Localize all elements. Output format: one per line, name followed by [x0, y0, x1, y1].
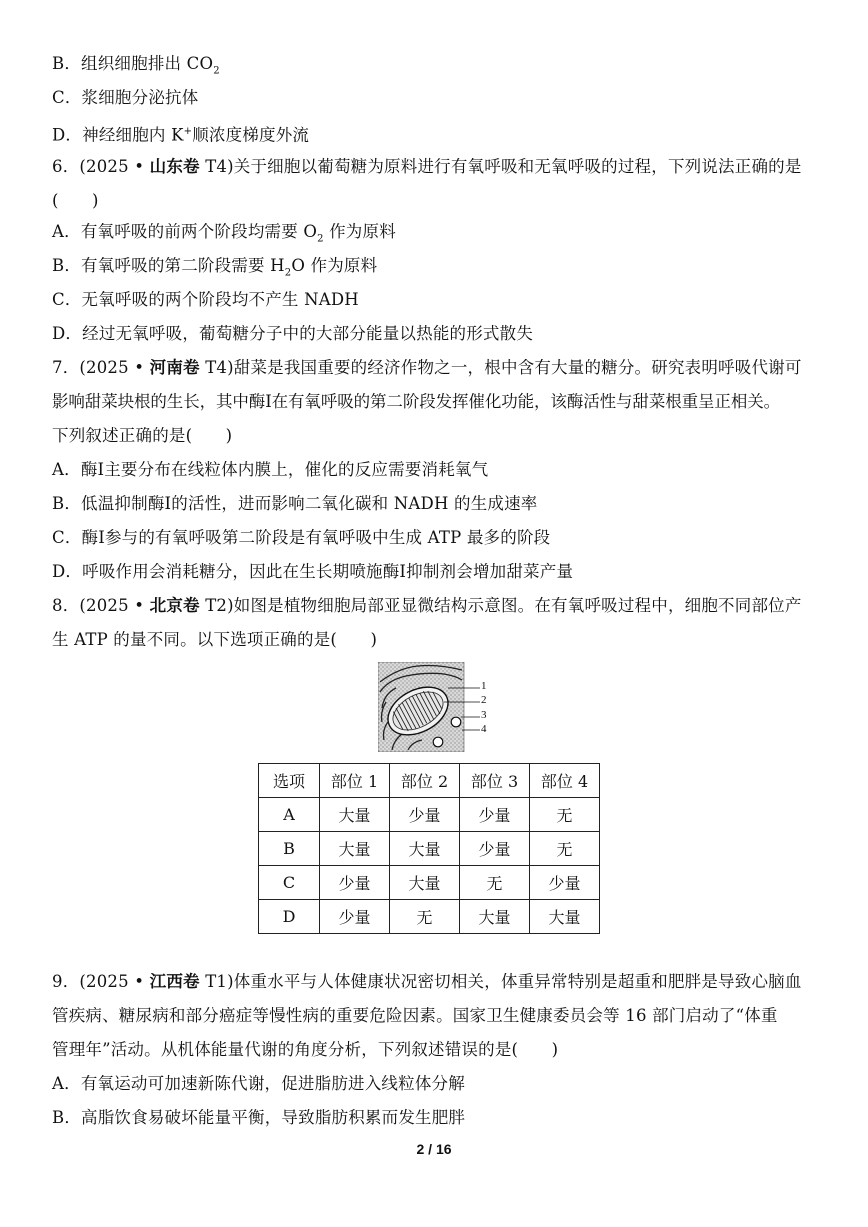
- question-source: 河南卷: [149, 358, 200, 377]
- question-text: T4)关于细胞以葡萄糖为原料进行有氧呼吸和无氧呼吸的过程，下列说法正确的是: [199, 157, 802, 176]
- question-text: T2)如图是植物细胞局部亚显微结构示意图。在有氧呼吸过程中，细胞不同部位产: [199, 596, 802, 615]
- option-6a: [52, 220, 396, 251]
- option-text: A．酶Ⅰ主要分布在线粒体内膜上，催化的反应需要消耗氧气: [52, 460, 489, 479]
- figure-label-4: 4: [481, 723, 487, 735]
- option-text: D．神经细胞内 K: [52, 125, 184, 145]
- table-header-cell: 部位 3: [460, 764, 530, 798]
- option-text: 作为原料: [323, 222, 396, 241]
- question-8-line2: [52, 628, 377, 652]
- table-cell: 大量: [320, 798, 390, 832]
- table-cell: 无: [390, 900, 460, 934]
- question-number: 7．(2025 •: [52, 358, 150, 377]
- option-7b: [52, 492, 538, 516]
- table-cell: 无: [530, 832, 600, 866]
- question-source: 北京卷: [149, 596, 200, 615]
- table-cell: 少量: [460, 832, 530, 866]
- option-9a: [52, 1072, 465, 1096]
- cell-structure-diagram: [378, 662, 490, 752]
- figure-label-1: 1: [481, 680, 487, 692]
- subscript: 2: [284, 267, 292, 279]
- table-header-cell: 部位 1: [320, 764, 390, 798]
- option-text: D．呼吸作用会消耗糖分，因此在生长期喷施酶Ⅰ抑制剂会增加甜菜产量: [52, 562, 574, 581]
- table-cell: B: [259, 832, 320, 866]
- question-9-stem: [52, 970, 802, 994]
- options-table: [258, 763, 600, 934]
- question-7-line2: [52, 390, 780, 414]
- question-text: T1)体重水平与人体健康状况密切相关，体重异常特别是超重和肥胖是导致心脑血: [199, 972, 802, 991]
- table-cell: D: [259, 900, 320, 934]
- table-cell: 大量: [460, 900, 530, 934]
- question-text: 下列叙述正确的是( ): [52, 426, 233, 445]
- table-header-cell: 选项: [259, 764, 320, 798]
- line-5b: [52, 52, 220, 83]
- question-number: 8．(2025 •: [52, 596, 150, 615]
- superscript: +: [183, 126, 193, 137]
- table-row: [259, 832, 600, 866]
- option-text: D．经过无氧呼吸，葡萄糖分子中的大部分能量以热能的形式散失: [52, 324, 534, 343]
- table-row: [259, 798, 600, 832]
- table-cell: C: [259, 866, 320, 900]
- option-6b: [52, 254, 377, 285]
- option-7a: [52, 458, 488, 482]
- question-7-stem: [52, 356, 802, 380]
- option-7c: [52, 526, 550, 550]
- table-cell: 大量: [390, 866, 460, 900]
- figure-label-3: 3: [481, 709, 487, 721]
- table-cell: A: [259, 798, 320, 832]
- table-cell: 少量: [460, 798, 530, 832]
- option-text: 顺浓度梯度外流: [192, 125, 310, 145]
- option-text: B．高脂饮食易破坏能量平衡，导致脂肪积累而发生肥胖: [52, 1108, 466, 1127]
- subscript: 2: [213, 65, 220, 77]
- question-text: 影响甜菜块根的生长，其中酶Ⅰ在有氧呼吸的第二阶段发挥催化功能，该酶活性与甜菜根重呈正相关。: [52, 392, 781, 411]
- option-text: B．组织细胞排出 CO: [52, 54, 214, 73]
- question-text: 管理年”活动。从机体能量代谢的角度分析，下列叙述错误的是( ): [52, 1040, 559, 1059]
- table-header-row: [259, 764, 600, 798]
- option-text: C．浆细胞分泌抗体: [52, 88, 199, 107]
- table-header-cell: 部位 2: [390, 764, 460, 798]
- subscript: 2: [317, 233, 324, 245]
- table-cell: 大量: [390, 832, 460, 866]
- option-7d: [52, 560, 573, 584]
- option-text: A．有氧运动可加速新陈代谢，促进脂肪进入线粒体分解: [52, 1074, 465, 1093]
- question-8-stem: [52, 594, 802, 618]
- mitochondrion-figure: [378, 662, 490, 752]
- question-9-line2: [52, 1004, 778, 1028]
- option-text: B．有氧呼吸的第二阶段需要 H: [52, 256, 285, 275]
- table-cell: 少量: [320, 866, 390, 900]
- line-5d: [52, 120, 309, 148]
- table-cell: 无: [530, 798, 600, 832]
- question-number: 9．(2025 •: [52, 972, 150, 991]
- option-9b: [52, 1106, 465, 1130]
- question-7-line3: [52, 424, 232, 448]
- table-cell: 少量: [390, 798, 460, 832]
- table-header-cell: 部位 4: [530, 764, 600, 798]
- table-cell: 少量: [320, 900, 390, 934]
- table-row: [259, 900, 600, 934]
- question-text: T4)甜菜是我国重要的经济作物之一，根中含有大量的糖分。研究表明呼吸代谢可: [199, 358, 802, 377]
- line-5c: [52, 86, 198, 110]
- option-6d: [52, 322, 533, 346]
- option-text: C．酶Ⅰ参与的有氧呼吸第二阶段是有氧呼吸中生成 ATP 最多的阶段: [52, 528, 551, 547]
- question-source: 江西卷: [149, 972, 200, 991]
- table-cell: 无: [460, 866, 530, 900]
- question-text: 生 ATP 的量不同。以下选项正确的是( ): [52, 630, 378, 649]
- figure-label-2: 2: [481, 694, 487, 706]
- option-text: A．有氧呼吸的前两个阶段均需要 O: [52, 222, 318, 241]
- question-6-stem: [52, 155, 802, 179]
- question-9-line3: [52, 1038, 558, 1062]
- table-row: [259, 866, 600, 900]
- table-cell: 大量: [530, 900, 600, 934]
- option-text: O 作为原料: [291, 256, 378, 275]
- question-6-paren: [52, 189, 99, 213]
- answer-blank: ( ): [52, 191, 99, 210]
- table-cell: 少量: [530, 866, 600, 900]
- question-text: 管疾病、糖尿病和部分癌症等慢性病的重要危险因素。国家卫生健康委员会等 16 部门启动了“体重: [52, 1006, 778, 1025]
- question-source: 山东卷: [149, 157, 200, 176]
- option-6c: [52, 288, 359, 312]
- page-number: 2 / 16: [416, 1141, 452, 1157]
- option-text: C．无氧呼吸的两个阶段均不产生 NADH: [52, 290, 359, 309]
- question-number: 6．(2025 •: [52, 157, 150, 176]
- table-cell: 大量: [320, 832, 390, 866]
- option-text: B．低温抑制酶Ⅰ的活性，进而影响二氧化碳和 NADH 的生成速率: [52, 494, 538, 513]
